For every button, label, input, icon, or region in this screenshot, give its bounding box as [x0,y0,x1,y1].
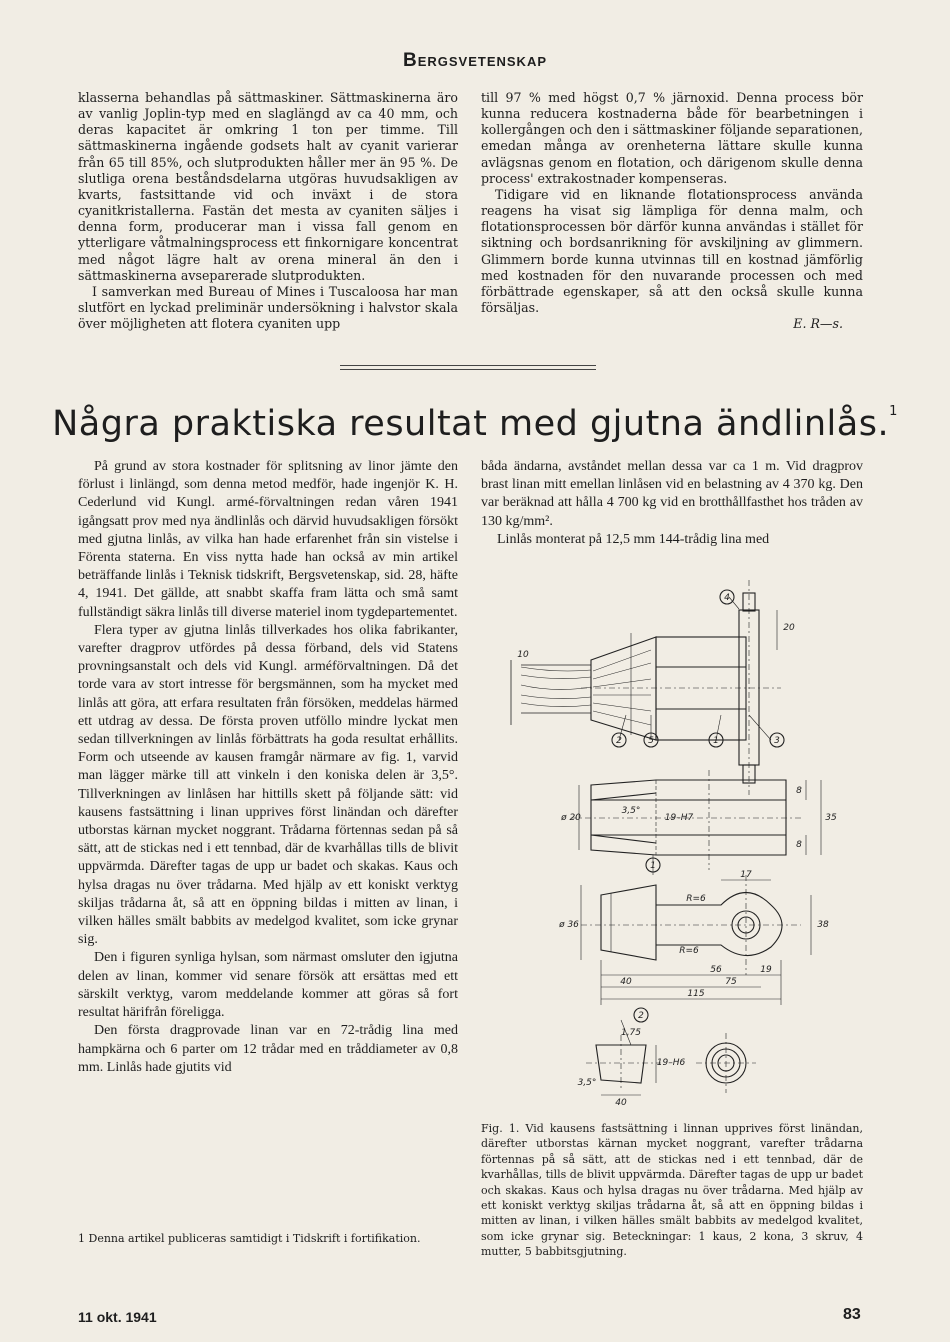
title-footnote-mark: 1 [889,404,898,419]
top-left-column [78,90,458,332]
callout-5: 5 [648,736,654,746]
article-title [0,404,950,444]
paragraph: till 97 % med högst 0,7 % järnoxid. Denna process bör kunna reducera kostnaderna både för bearbetningen i kollergången och den i sättmaskiner följande separationen, emedan många av orenheterna lättare skulle kunna avlägsnas genom en flotation, och därigenom skulle denna process' extrakostnader kompenseras. [481,90,863,186]
dim-175: 1,75 [620,1028,642,1038]
dim-36: ø 36 [559,920,579,930]
dim-19-h6: 19–H6 [656,1058,686,1068]
dim-35b: 3,5° [577,1078,597,1088]
footnote: 1 Denna artikel publiceras samtidigt i Tidskrift i fortifikation. [78,1232,421,1245]
callout-1: 1 [713,736,719,746]
callout-3: 3 [774,736,780,746]
journal-header: Bergsvetenskap [402,50,548,71]
dim-10: 10 [517,650,529,660]
section-divider [340,365,596,370]
article-right-column [481,458,863,549]
paragraph: klasserna behandlas på sättmaskiner. Sättmaskinerna äro av vanlig Joplin-typ med en slaglängd av ca 40 mm, och deras kapacitet är omkring 1 ton per timme. Till sättmaskinerna ingående godsets halt av cyanit varierar från 65 till 85%, och slutprodukten håller mer än 95 %. De slutliga orena beståndsdelarna utgöras huvudsakligen av kvarts, fastsittande vid och inväxt i de stora cyanitkristallerna. Fastän det mesta av cyaniten säljes i denna form, producerar man i vissa fall genom en ytterligare våtmalningsprocess ett finkornigare koncentrat med något lägre halt av orena mineral än den i sättmaskinerna avseparerade slutprodukten. [78,90,458,283]
dim-56: 56 [710,965,722,975]
paragraph: Flera typer av gjutna linlås tillverkades hos olika fabrikanter, varefter dragprov utfördes på dessa förband, dels vid Statens provningsanstalt och dels vid Kungl. arméförvaltningen. Då det torde vara av stort intresse för bergsmännen, som ha mycket med linlås att göra, att erfara resultaten från försöken, meddelas härmed ett utdrag av dessa. De första proven utföllo mindre lyckat men sedan tillverkningen av linlås förbättrats ha goda resultat erhållits. Form och utseende av kausen framgår närmare av fig. 1, varvid man lägger märke till att vinkeln i den koniska delen är 3,5°. Tillverkningen av linlåsen har hittills skett på följande sätt: vid kausens fastsättning i linan upprives först linändan och därefter utborstas kärnan mycket noggrant. Trådarna förtennas sedan på så sätt, att de stickas ned i ett tennbad, där de kvarhållas tills de blivit uppvärmda. Därefter tagas de upp ur badet och skakas. Kaus och hylsa dragas nu över trådarna. Med hjälp av ett koniskt verktyg skiljas trådarna åt, så att en öppning bildas i mitten av linan, i vilken hälles smält babbits av medelgod kvalitet, som icke grynar sig. [78,622,458,948]
paragraph: Den första dragprovade linan var en 72-trådig lina med hampkärna och 6 parter om 12 trådar med en tråddiameter av 0,8 mm. Linlås hade gjutits vid [78,1023,458,1075]
callout-4: 4 [724,593,730,603]
dim-35: 35 [825,813,837,823]
paragraph: På grund av stora kostnader för splitsning av linor jämte den förlust i linlängd, som denna metod medför, hade ingenjör K. H. Cederlund vid Kungl. armé-förvaltningen redan våren 1941 igångsatt prov med nya ändlinlås och därvid huvudsakligen försökt med gjutna linlås, av vilka han hade erfarenhet från sin vistelse i Förenta staterna. En viss nytta hade han också av min artikel beträffande linlås i Teknisk tidskrift, Bergsvetenskap, sid. 28, häfte 4, 1941. Det gällde, att snabbt skaffa fram lätta och små samt fullständigt säkra linlås till diverse materiel inom tygdepartementet. [78,459,458,620]
callout-2b: 2 [638,1011,644,1021]
dim-17: 17 [740,870,752,880]
kaus-section-view [571,770,821,875]
top-right-column [481,90,863,332]
callout-1b: 1 [650,861,656,871]
dim-75: 75 [725,977,737,987]
dim-38: 38 [817,920,829,930]
dim-19-h7: 19–H7 [664,813,694,823]
paragraph: Linlås monterat på 12,5 mm 144-trådig lina med [497,531,770,547]
dim-r6b: R=6 [679,946,699,956]
dim-20b: ø 20 [561,813,581,823]
figure-caption: Fig. 1. Vid kausens fastsättning i linnan upprives först linändan, därefter utborstas kärnan mycket noggrant, varefter trådarna förtennas på så sätt, att de stickas ned i ett tennbad, där de kvarhållas, tills de blivit uppvärmda. Därefter tagas de upp ur badet och skakas. Kaus och hylsa dragas nu över trådarna. Med hjälp av ett koniskt verktyg skiljas trådarna åt, så att en öppning bildas i mitten av linan, i vilken hälles smält babbits av medelgod kvalitet, som icke grynar sig. Beteckningar: 1 kaus, 2 kona, 3 skruv, 4 mutter, 5 babbitsgjutning. [481,1122,863,1259]
dim-8b: 8 [796,840,802,850]
dim-115: 115 [687,989,705,999]
dim-40a: 40 [620,977,632,987]
paragraph: I samverkan med Bureau of Mines i Tuscaloosa har man slutfört en lyckad preliminär undersökning i halvstor skala över möjligheten att flotera cyaniten upp [78,283,458,332]
assembled-socket-view [511,580,781,795]
dim-19: 19 [760,965,772,975]
article-title-text: Några praktiska resultat med gjutna ändlinlås. [52,404,890,444]
callout-2: 2 [616,736,622,746]
paragraph: Den i figuren synliga hylsan, som närmast omsluter den igjutna delen av linan, kommer vid senare försök att ersättas med ett särskilt verktyg, varom meddelande kommer att göras så fort resultat härifrån föreligga. [78,950,458,1021]
paragraph: båda ändarna, avståndet mellan dessa var ca 1 m. Vid dragprov brast linan mitt emellan linlåsen vid en belastning av 4 370 kg. Den var beräknad att hålla 4 700 kg vid en brotthållfasthet hos tråden av 130 kg/mm². [481,459,863,529]
paragraph: Tidigare vid en liknande flotationsprocess använda reagens ha visat sig lämpliga för denna malm, och flotationsprocessen bör därför kunna användas i stället för siktning och bordsanrikning för avskiljning av glimmern. Glimmern borde kunna utvinnas till en kostnad jämförlig med kostnaden för den nuvarande processen och med förbättrade egenskaper, så att den också skulle kunna försäljas. [481,186,863,316]
page-number: 83 [843,1306,861,1323]
dim-8a: 8 [796,786,802,796]
signature: E. R—s. [793,316,843,332]
dim-35a: 3,5° [621,806,641,816]
dim-20a: 20 [783,623,795,633]
dim-40b: 40 [615,1098,627,1108]
article-left-column [78,458,458,1077]
figure-rope-socket-drawing [481,575,861,1115]
footer-date: 11 okt. 1941 [78,1309,157,1325]
dim-r6a: R=6 [686,894,706,904]
